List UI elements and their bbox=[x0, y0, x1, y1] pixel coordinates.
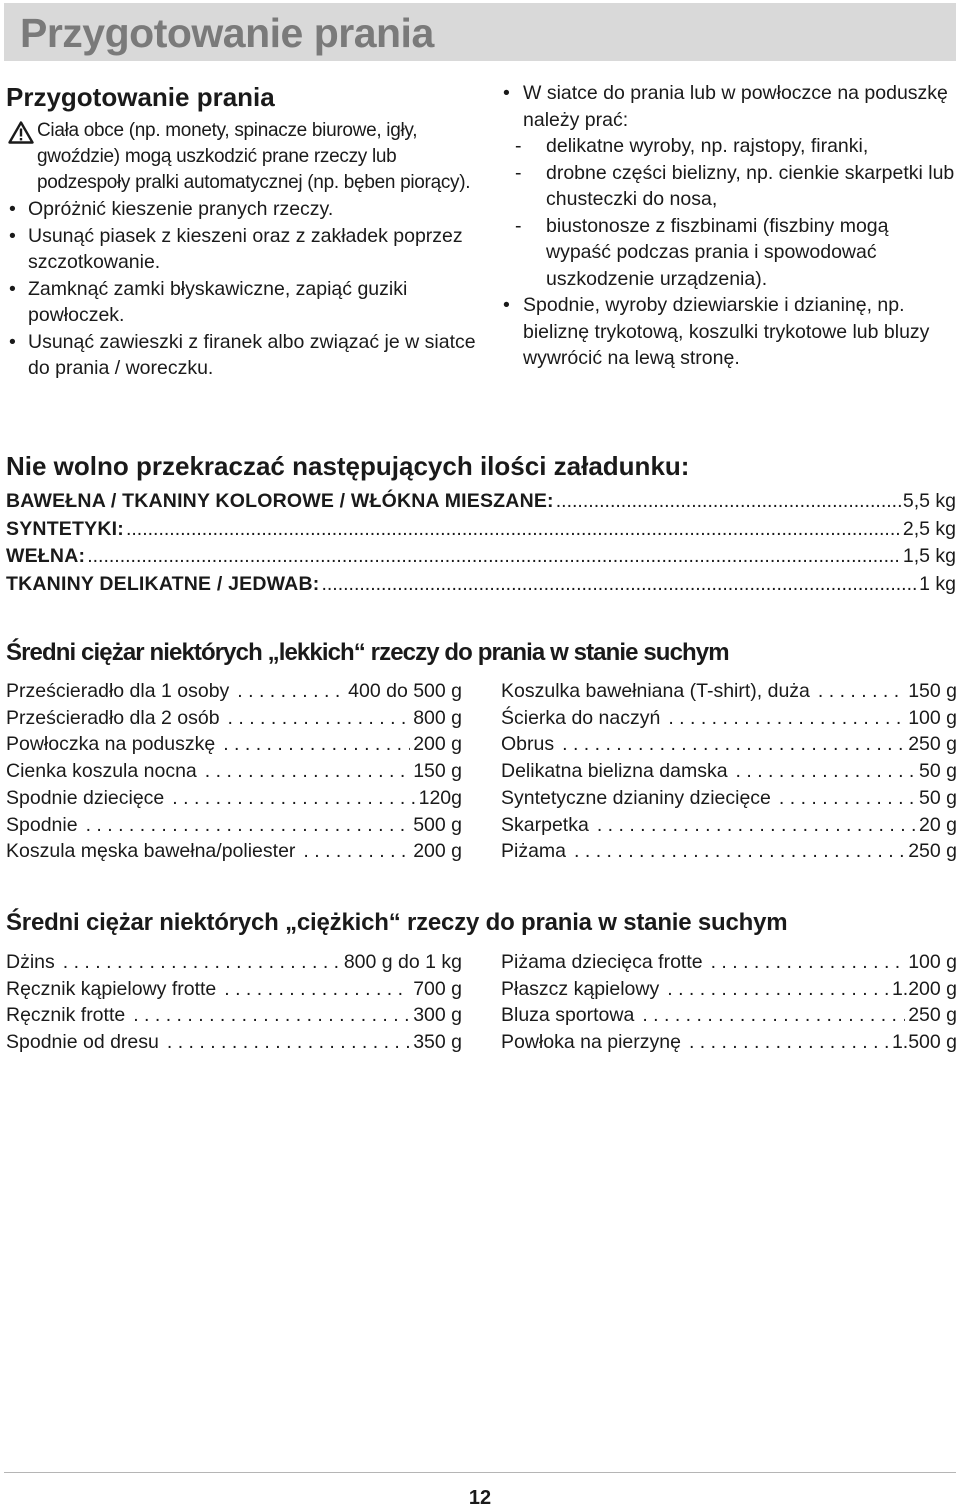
load-limit-row bbox=[6, 516, 956, 544]
dash-item: - biustonosze z fiszbinami (fiszbiny mogą wypaść podczas prania i spowodować uszkodzenie urządzenia). bbox=[523, 213, 956, 293]
weight-row bbox=[501, 678, 957, 705]
weight-row bbox=[501, 812, 957, 839]
bullet-item: • Usunąć piasek z kieszeni oraz z zakładek poprzez szczotkowanie. bbox=[6, 223, 476, 276]
load-limit-value: 5,5 kg bbox=[902, 490, 956, 512]
weight-row bbox=[501, 758, 957, 785]
item-weight: 800 g do 1 kg bbox=[343, 951, 462, 973]
load-limits-title: Nie wolno przekraczać następujących ilości załadunku: bbox=[6, 451, 690, 481]
light-items-right-table bbox=[501, 678, 957, 865]
item-name: Spodnie bbox=[6, 813, 78, 836]
item-name: Piżama dziecięca frotte bbox=[501, 951, 703, 973]
footer-divider bbox=[4, 1472, 956, 1473]
load-limit-label: WEŁNA: bbox=[6, 545, 86, 567]
item-name: Spodnie od dresu bbox=[6, 1031, 159, 1054]
item-name: Prześcieradło dla 1 osoby bbox=[6, 680, 230, 702]
dot-leader bbox=[779, 785, 916, 812]
dot-leader bbox=[736, 758, 917, 785]
item-name: Cienka koszula nocna bbox=[6, 760, 197, 783]
item-name: Bluza sportowa bbox=[501, 1004, 635, 1027]
item-weight: 1.200 g bbox=[891, 977, 957, 1000]
prep-bullet-list-right bbox=[500, 80, 956, 372]
dot-leader bbox=[818, 678, 905, 705]
bullet-item: • Usunąć zawieszki z firanek albo związać je w siatce do prania / woreczku. bbox=[6, 329, 476, 382]
page-title: Przygotowanie prania bbox=[20, 10, 434, 56]
dot-leader bbox=[562, 731, 905, 758]
item-weight: 500 g bbox=[413, 813, 462, 836]
item-weight: 700 g bbox=[413, 977, 462, 1000]
item-weight: 250 g bbox=[908, 1004, 957, 1027]
dot-leader bbox=[87, 543, 901, 571]
dot-leader bbox=[228, 705, 411, 732]
prep-section-title: Przygotowanie prania bbox=[6, 82, 275, 112]
dot-leader bbox=[126, 516, 901, 544]
item-name: Obrus bbox=[501, 733, 555, 756]
dot-leader bbox=[167, 1029, 410, 1056]
weight-row bbox=[6, 812, 462, 839]
weight-row bbox=[6, 976, 462, 1003]
item-weight: 20 g bbox=[919, 813, 957, 836]
item-weight: 50 g bbox=[919, 786, 957, 809]
item-weight: 100 g bbox=[908, 951, 957, 973]
load-limit-value: 2,5 kg bbox=[902, 517, 956, 540]
dot-leader bbox=[86, 812, 411, 839]
load-limit-label: TKANINY DELIKATNE / JEDWAB: bbox=[6, 572, 320, 595]
item-weight: 100 g bbox=[908, 706, 957, 729]
load-limit-label: BAWEŁNA / TKANINY KOLOROWE / WŁÓKNA MIESZANE: bbox=[6, 490, 554, 512]
prep-left-column bbox=[6, 80, 476, 382]
weight-row bbox=[6, 1029, 462, 1056]
prep-bullet-list bbox=[6, 196, 476, 382]
dot-leader bbox=[689, 1029, 889, 1056]
item-weight: 150 g bbox=[413, 760, 462, 783]
load-limit-row bbox=[6, 543, 956, 571]
item-name: Spodnie dziecięce bbox=[6, 786, 165, 809]
page-number: 12 bbox=[468, 1487, 492, 1509]
weight-row bbox=[501, 1029, 957, 1056]
item-name: Powłoczka na poduszkę bbox=[6, 733, 216, 756]
light-items-left-table bbox=[6, 678, 462, 865]
item-name: Płaszcz kąpielowy bbox=[501, 977, 660, 1000]
prep-right-column bbox=[500, 80, 956, 372]
load-limit-row bbox=[6, 571, 956, 599]
dot-leader bbox=[224, 976, 410, 1003]
weight-row bbox=[6, 705, 462, 732]
dot-leader bbox=[223, 731, 410, 758]
load-limit-row bbox=[6, 488, 956, 516]
weight-row bbox=[6, 1002, 462, 1029]
item-weight: 800 g bbox=[413, 706, 462, 729]
heavy-items-left-table bbox=[6, 949, 462, 1056]
item-name: Dżins bbox=[6, 951, 55, 973]
item-weight: 1.500 g bbox=[891, 1031, 957, 1054]
item-name: Koszulka bawełniana (T-shirt), duża bbox=[501, 680, 810, 702]
dot-leader bbox=[556, 488, 901, 516]
dot-leader bbox=[597, 812, 916, 839]
item-weight: 120g bbox=[418, 786, 462, 809]
bullet-item bbox=[500, 292, 956, 372]
item-weight: 400 do 500 g bbox=[348, 680, 462, 702]
item-weight: 150 g bbox=[908, 680, 957, 702]
dot-leader bbox=[237, 678, 345, 705]
item-name: Syntetyczne dzianiny dziecięce bbox=[501, 786, 771, 809]
dot-leader bbox=[321, 571, 917, 599]
item-weight: 200 g bbox=[413, 733, 462, 756]
heavy-items-right-table bbox=[501, 949, 957, 1056]
load-limit-label: SYNTETYKI: bbox=[6, 517, 124, 540]
weight-row bbox=[501, 731, 957, 758]
warning-note bbox=[6, 118, 476, 196]
dash-list bbox=[523, 133, 956, 292]
item-name: Piżama bbox=[501, 840, 567, 863]
warning-triangle-icon bbox=[8, 121, 34, 144]
item-name: Skarpetka bbox=[501, 813, 589, 836]
item-weight: 300 g bbox=[413, 1004, 462, 1027]
item-name: Ręcznik frotte bbox=[6, 1004, 126, 1027]
item-name: Prześcieradło dla 2 osób bbox=[6, 706, 220, 729]
dot-leader bbox=[133, 1002, 410, 1029]
item-weight: 200 g bbox=[413, 840, 462, 863]
item-name: Ręcznik kąpielowy frotte bbox=[6, 977, 217, 1000]
bullet-item: • Zamknąć zamki błyskawiczne, zapiąć guziki powłoczek. bbox=[6, 276, 476, 329]
load-limits-section bbox=[6, 448, 956, 598]
light-items-title: Średni ciężar niektórych „lekkich“ rzeczy do prania w stanie suchym bbox=[6, 639, 729, 666]
weight-row bbox=[501, 1002, 957, 1029]
bullet-item: • Opróżnić kieszenie pranych rzeczy. bbox=[6, 196, 476, 223]
dot-leader bbox=[63, 949, 341, 976]
item-weight: 250 g bbox=[908, 733, 957, 756]
load-limit-value: 1 kg bbox=[919, 572, 956, 595]
bullet-item bbox=[500, 80, 956, 292]
dot-leader bbox=[642, 1002, 905, 1029]
weight-row bbox=[6, 949, 462, 976]
item-weight: 250 g bbox=[908, 840, 957, 863]
bullet-text: Spodnie, wyroby dziewiarskie i dzianinę, np. bieliznę trykotową, koszulki trykotowe lub bluzy wywrócić na lewą stronę. bbox=[523, 294, 930, 369]
dot-leader bbox=[667, 976, 889, 1003]
item-name: Ścierka do naczyń bbox=[501, 706, 661, 729]
item-name: Koszula męska bawełna/poliester bbox=[6, 840, 296, 863]
dot-leader bbox=[205, 758, 410, 785]
warning-text: Ciała obce (np. monety, spinacze biurowe, igły, gwoździe) mogą uszkodzić prane rzeczy lub podzespoły pralki automatycznej (np. bęben piorący). bbox=[37, 120, 471, 193]
dot-leader bbox=[668, 705, 905, 732]
dot-leader bbox=[303, 838, 410, 865]
dot-leader bbox=[574, 838, 905, 865]
item-weight: 50 g bbox=[919, 760, 957, 783]
weight-row bbox=[501, 838, 957, 865]
weight-row bbox=[501, 976, 957, 1003]
weight-row bbox=[501, 705, 957, 732]
item-weight: 350 g bbox=[413, 1031, 462, 1054]
weight-row bbox=[6, 731, 462, 758]
bullet-text: W siatce do prania lub w powłoczce na poduszkę należy prać: bbox=[523, 82, 948, 131]
load-limit-value: 1,5 kg bbox=[902, 545, 956, 567]
weight-row bbox=[6, 785, 462, 812]
header-band bbox=[4, 3, 956, 61]
dash-item: - delikatne wyroby, np. rajstopy, firanki, bbox=[523, 133, 956, 160]
dash-item: - drobne części bielizny, np. cienkie skarpetki lub chusteczki do nosa, bbox=[523, 160, 956, 213]
dot-leader bbox=[711, 949, 906, 976]
weight-row bbox=[6, 678, 462, 705]
item-name: Delikatna bielizna damska bbox=[501, 760, 728, 783]
heavy-items-title: Średni ciężar niektórych „ciężkich“ rzeczy do prania w stanie suchym bbox=[6, 909, 788, 936]
weight-row bbox=[501, 949, 957, 976]
dot-leader bbox=[172, 785, 415, 812]
weight-row bbox=[501, 785, 957, 812]
weight-row bbox=[6, 838, 462, 865]
item-name: Powłoka na pierzynę bbox=[501, 1031, 681, 1054]
load-limits-list bbox=[6, 488, 956, 598]
weight-row bbox=[6, 758, 462, 785]
